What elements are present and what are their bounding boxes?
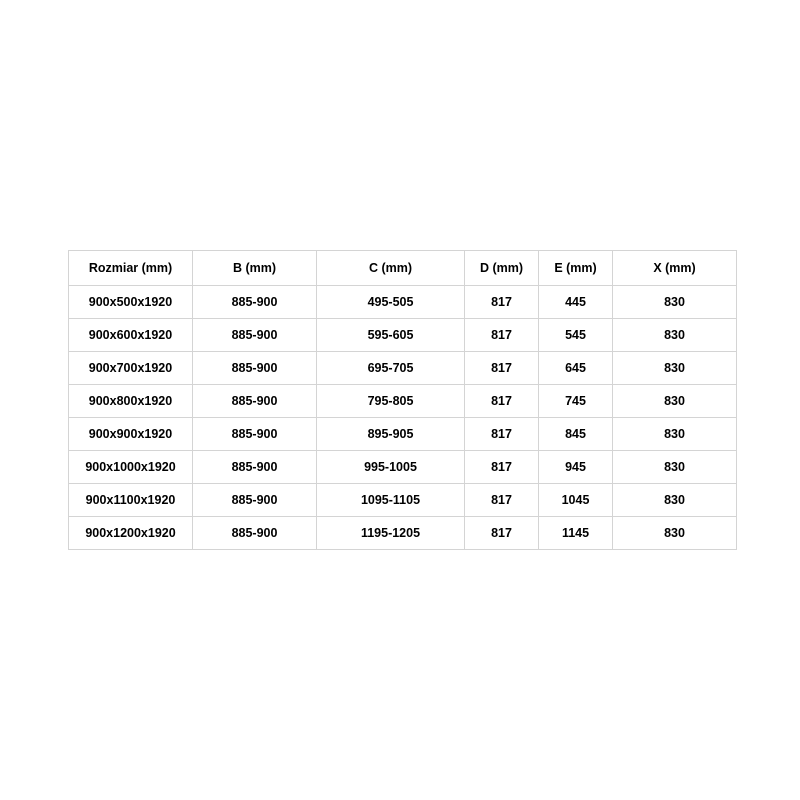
table-row — [69, 385, 737, 418]
cell-b: 885-900 — [193, 517, 317, 550]
cell-x: 830 — [613, 352, 737, 385]
table-row — [69, 352, 737, 385]
cell-c: 995-1005 — [317, 451, 465, 484]
cell-b: 885-900 — [193, 286, 317, 319]
cell-rozmiar: 900x1100x1920 — [69, 484, 193, 517]
cell-e: 645 — [539, 352, 613, 385]
specification-table-container — [68, 250, 736, 550]
cell-rozmiar: 900x900x1920 — [69, 418, 193, 451]
cell-rozmiar: 900x1000x1920 — [69, 451, 193, 484]
table-row — [69, 484, 737, 517]
table-body — [69, 286, 737, 550]
cell-x: 830 — [613, 385, 737, 418]
cell-d: 817 — [465, 352, 539, 385]
cell-x: 830 — [613, 418, 737, 451]
table-header-row — [69, 251, 737, 286]
cell-b: 885-900 — [193, 418, 317, 451]
column-header-c: C (mm) — [317, 251, 465, 286]
column-header-b: B (mm) — [193, 251, 317, 286]
cell-e: 945 — [539, 451, 613, 484]
column-header-x: X (mm) — [613, 251, 737, 286]
cell-rozmiar: 900x800x1920 — [69, 385, 193, 418]
cell-c: 895-905 — [317, 418, 465, 451]
cell-c: 1095-1105 — [317, 484, 465, 517]
cell-e: 745 — [539, 385, 613, 418]
cell-b: 885-900 — [193, 451, 317, 484]
cell-x: 830 — [613, 451, 737, 484]
cell-rozmiar: 900x500x1920 — [69, 286, 193, 319]
cell-x: 830 — [613, 484, 737, 517]
table-row — [69, 418, 737, 451]
cell-e: 545 — [539, 319, 613, 352]
cell-rozmiar: 900x600x1920 — [69, 319, 193, 352]
cell-d: 817 — [465, 451, 539, 484]
cell-d: 817 — [465, 418, 539, 451]
cell-c: 1195-1205 — [317, 517, 465, 550]
column-header-rozmiar: Rozmiar (mm) — [69, 251, 193, 286]
cell-x: 830 — [613, 319, 737, 352]
cell-d: 817 — [465, 319, 539, 352]
table-row — [69, 319, 737, 352]
cell-b: 885-900 — [193, 484, 317, 517]
cell-e: 1145 — [539, 517, 613, 550]
cell-e: 845 — [539, 418, 613, 451]
cell-c: 595-605 — [317, 319, 465, 352]
cell-rozmiar: 900x700x1920 — [69, 352, 193, 385]
cell-b: 885-900 — [193, 385, 317, 418]
table-row — [69, 517, 737, 550]
cell-c: 795-805 — [317, 385, 465, 418]
cell-d: 817 — [465, 286, 539, 319]
cell-rozmiar: 900x1200x1920 — [69, 517, 193, 550]
cell-e: 1045 — [539, 484, 613, 517]
column-header-d: D (mm) — [465, 251, 539, 286]
cell-d: 817 — [465, 484, 539, 517]
specification-table — [68, 250, 737, 550]
cell-c: 495-505 — [317, 286, 465, 319]
table-header — [69, 251, 737, 286]
column-header-e: E (mm) — [539, 251, 613, 286]
cell-d: 817 — [465, 385, 539, 418]
table-row — [69, 286, 737, 319]
cell-b: 885-900 — [193, 319, 317, 352]
cell-b: 885-900 — [193, 352, 317, 385]
cell-x: 830 — [613, 517, 737, 550]
cell-e: 445 — [539, 286, 613, 319]
cell-c: 695-705 — [317, 352, 465, 385]
cell-x: 830 — [613, 286, 737, 319]
table-row — [69, 451, 737, 484]
cell-d: 817 — [465, 517, 539, 550]
